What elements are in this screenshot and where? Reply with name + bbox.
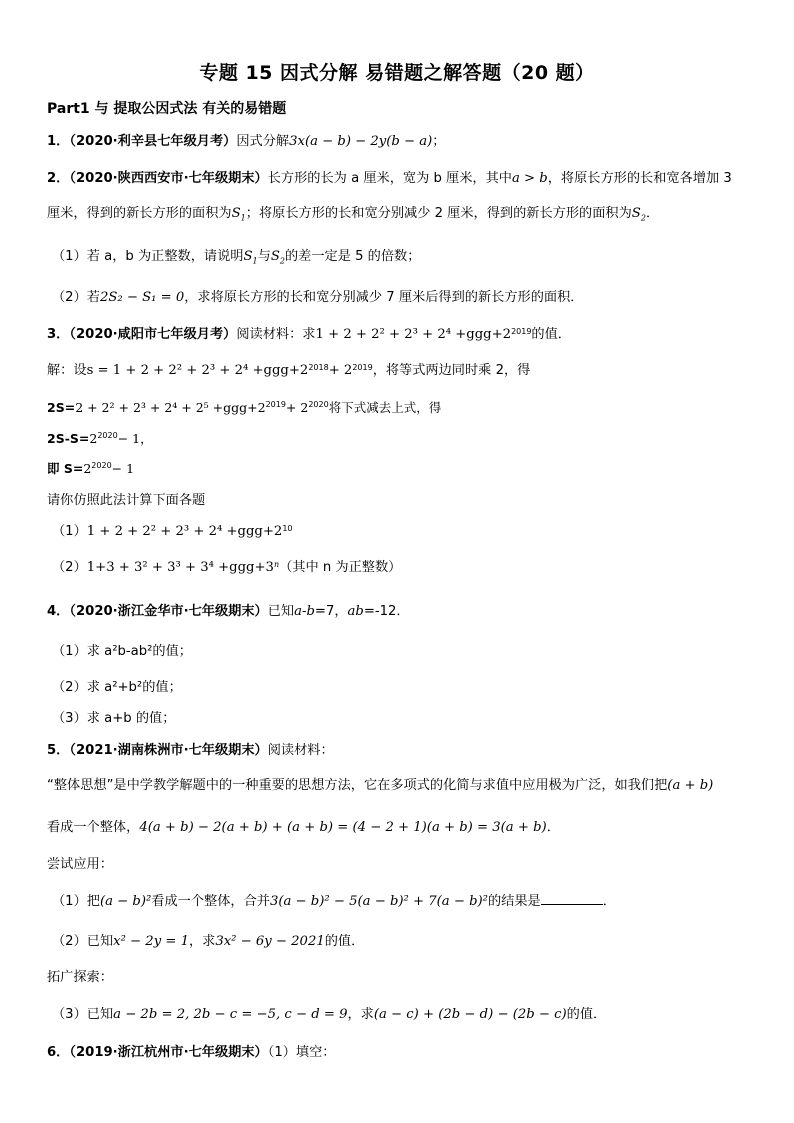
question-5-part-2: （2）已知x² − 2y = 1，求3x² − 6y − 2021的值． [52,934,365,949]
question-2-part-1: （1）若 a，b 为正整数，请说明$S_1$与$S_2$的差一定是 5 的倍数； [52,249,421,266]
question-3-part-2: $(2)1+3 + 3^2 + 3^3 + 3^4 +ggg+3^n$（其中 n 为正整数） [52,560,402,575]
question-6: 6．（2019·浙江杭州市·七年级期末）（1）填空： [47,1045,336,1060]
question-5-line-2: 看成一个整体，4(a + b) − 2(a + b) + (a + b) = (4 − 2 + 1)(a + b) = 3(a + b)． [47,820,560,835]
try-heading: 尝试应用： [47,857,113,872]
section-heading: Part1 与 提取公因式法 有关的易错题 [47,101,287,117]
question-4-part-3: （3）求 a+b 的值； [52,711,176,726]
question-5: 5．（2021·湖南株洲市·七年级期末）阅读材料： [47,743,334,758]
question-5-part-1: （1）把(a − b)²看成一个整体，合并3(a − b)² − 5(a − b)² + 7(a − b)²的结果是 ． [52,894,616,909]
question-5-part-3: （3）已知a − 2b = 2, 2b − c = −5, c − d = 9，求(a − c) + (2b − d) − (2b − c)的值． [52,1007,607,1022]
question-3-part-1: $(1)1 + 2 + 2^2 + 2^3 + 2^4 +ggg+2^{10}$ [52,524,293,539]
solution-line-3: $2S-S=2^{2020}- 1$， [47,431,153,446]
question-2-line-1: 2．（2020·陕西西安市·七年级期末）长方形的长为 a 厘米，宽为 b 厘米，其中a > b，将原长方形的长和宽各增加 3 [47,171,732,186]
question-2-line-2: 厘米，得到的新长方形的面积为$S_1$；将原长方形的长和宽分别减少 2 厘米，得到的新长方形的面积为$S_2$． [47,206,660,223]
question-3: 3．（2020·咸阳市七年级月考）阅读材料：求$1 + 2 + 2^2 + 2^3 + 2^4 +ggg+2^{2019}$的值． [47,327,571,342]
page-title: 专题 15 因式分解 易错题之解答题（20 题） [199,62,595,84]
question-4-part-1: （1）求 a²b-ab²的值； [52,644,192,659]
question-4-part-2: （2）求 a²+b²的值； [52,680,182,695]
solution-line-4: 即 $S=2^{2020}- 1$ [47,461,135,476]
question-4: 4．（2020·浙江金华市·七年级期末）已知a-b=7，ab=-12． [47,604,410,619]
question-2-part-2: （2）若2S₂ − S₁ = 0，求将原长方形的长和宽分别减少 7 厘米后得到的新长方形的面积． [52,290,584,305]
solution-line-2: $2S=2 + 2^2 + 2^3 + 2^4 + 2^5 +ggg+2^{2019}+ 2^{2020}$将下式减去上式，得 [47,400,442,415]
question-5-line-1: “整体思想”是中学教学解题中的一种重要的思想方法，它在多项式的化简与求值中应用极为广泛，如我们把(a + b) [47,778,714,793]
solution-line-1: 解：设$s = 1 + 2 + 2^2 + 2^3 + 2^4 +ggg+2^{2018}+ 2^{2019}$，将等式两边同时乘 2，得 [47,363,531,378]
answer-blank [541,892,603,905]
question-3-instruction: 请你仿照此法计算下面各题 [47,493,206,508]
extension-heading: 拓广探索： [47,970,113,985]
question-1: 1．（2020·利辛县七年级月考）因式分解3x(a − b) − 2y(b − a)； [47,134,446,149]
